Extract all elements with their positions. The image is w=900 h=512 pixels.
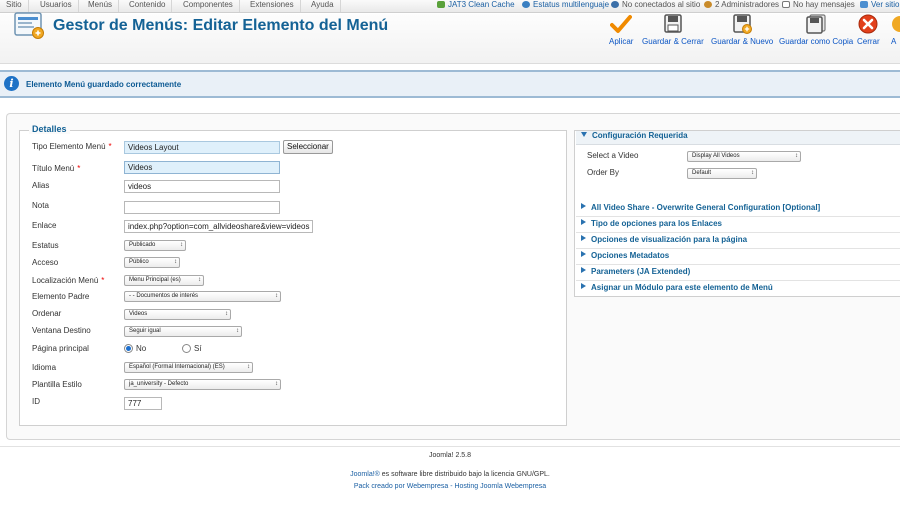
parent-label: Elemento Padre [32,292,90,301]
updown-arrows-icon: ↕ [751,170,754,176]
id-field: 777 [124,397,162,410]
template-label: Plantilla Estilo [32,380,82,389]
template-select[interactable]: ja_university - Defecto ↕ [124,379,281,390]
menu-location-select[interactable]: Menu Principal (es) ↕ [124,275,204,286]
expand-arrow-icon [581,251,586,257]
pane-allvideoshare-config[interactable]: All Video Share - Overwrite General Configuration [Optional] [576,203,900,217]
language-select[interactable]: Español (Formal Internacional) (ES) ↕ [124,362,253,373]
menu-location-label: Localización Menú * [32,276,105,285]
admin-menubar [0,0,900,13]
alias-label: Alias [32,181,50,190]
updown-arrows-icon: ↕ [275,381,278,387]
required-marker: * [77,164,81,173]
system-message [0,70,900,98]
home-yes-label: Sí [194,344,202,353]
required-marker: * [101,276,105,285]
info-icon: i [4,76,19,91]
footer [0,446,900,512]
link-label: Enlace [32,221,57,230]
home-label: Página principal [32,344,89,353]
save-new-icon [731,14,753,34]
expand-arrow-icon [581,267,586,273]
menu-ayuda[interactable]: Ayuda [305,0,341,12]
footer-license: Joomla!® es software libre distribuido bajo la licencia GNU/GPL. [350,471,550,478]
link-input[interactable]: index.php?option=com_allvideoshare&view=videos [124,220,313,233]
updown-arrows-icon: ↕ [795,153,798,159]
menu-extensiones[interactable]: Extensiones [244,0,301,12]
updown-arrows-icon: ↕ [225,311,228,317]
access-label: Acceso [32,258,59,267]
menu-manager-icon [14,12,44,39]
save-copy-button[interactable]: Guardar como Copia [779,14,853,46]
note-label: Nota [32,201,49,210]
language-label: Idioma [32,363,57,372]
access-select[interactable]: Público ↕ [124,257,180,268]
expand-arrow-icon [581,203,586,209]
menu-componentes[interactable]: Componentes [177,0,240,12]
id-label: ID [32,397,40,406]
menu-sitio[interactable]: Sitio [0,0,29,12]
pane-link-options[interactable]: Tipo de opciones para los Enlaces [576,219,900,233]
updown-arrows-icon: ↕ [198,277,201,283]
select-video-select[interactable]: Display All Videos ↕ [687,151,801,162]
select-video-label: Select a Video [587,151,639,160]
users-icon [611,1,619,8]
messages-status[interactable]: No hay mensajes [782,0,855,12]
view-site-link[interactable]: Ver sitio [860,0,899,12]
updown-arrows-icon: ↕ [236,328,239,334]
pane-module-assignment[interactable]: Asignar un Módulo para este elemento de Menú [576,283,900,297]
title-input[interactable]: Videos [124,161,280,174]
status-label: Estatus [32,241,59,250]
multilanguage-status-link[interactable]: Estatus multilenguaje [522,0,609,12]
updown-arrows-icon: ↕ [180,242,183,248]
order-by-select[interactable]: Default ↕ [687,168,757,179]
expand-arrow-icon [581,219,586,225]
menu-menus[interactable]: Menús [82,0,119,12]
cache-icon [437,1,445,8]
footer-credit-link[interactable]: Pack creado por Webempresa - Hosting Joomla Webempresa [353,483,547,490]
close-icon [857,14,879,34]
pane-page-display[interactable]: Opciones de visualización para la página [576,235,900,249]
order-label: Ordenar [32,309,62,318]
help-icon [891,14,900,34]
save-new-button[interactable]: Guardar & Nuevo [711,14,773,46]
admin-icon [704,1,712,8]
jat3-clean-cache-link[interactable]: JAT3 Clean Cache [437,0,515,12]
home-no-radio[interactable] [124,344,133,353]
save-close-icon [662,14,684,34]
page-title: Gestor de Menús: Editar Elemento del Menú [53,17,389,34]
menu-contenido[interactable]: Contenido [123,0,172,12]
pane-metadata[interactable]: Opciones Metadatos [576,251,900,265]
expand-arrow-icon [581,283,586,289]
close-button[interactable]: Cerrar [857,14,880,46]
order-select[interactable]: Videos ↕ [124,309,231,320]
envelope-icon [782,1,790,8]
home-no-label: No [136,344,147,353]
home-yes-radio[interactable] [182,344,191,353]
expand-arrow-icon [581,235,586,241]
updown-arrows-icon: ↕ [174,259,177,265]
parent-select[interactable]: - - Documentos de interés ↕ [124,291,281,302]
help-button[interactable]: A [891,14,900,46]
required-marker: * [108,142,112,151]
save-copy-icon [805,14,827,34]
select-type-button[interactable]: Seleccionar [283,140,333,154]
globe-icon [522,1,530,8]
save-close-button[interactable]: Guardar & Cerrar [642,14,704,46]
site-users-status: No conectados al sitio [611,0,700,12]
message-text: Elemento Menú guardado correctamente [26,80,182,89]
updown-arrows-icon: ↕ [247,364,250,370]
order-by-label: Order By [587,168,620,177]
type-field: Videos Layout [124,141,280,154]
alias-input[interactable]: videos [124,180,280,193]
status-select[interactable]: Publicado ↕ [124,240,186,251]
admins-status: 2 Administradores [704,0,779,12]
pane-ja-extended[interactable]: Parameters (JA Extended) [576,267,900,281]
required-config-header[interactable]: Configuración Requerida [576,131,900,145]
details-legend: Detalles [29,124,70,134]
updown-arrows-icon: ↕ [275,293,278,299]
title-label: Título Menú * [32,164,81,173]
joomla-link[interactable]: Joomla!® [350,471,380,478]
menu-usuarios[interactable]: Usuarios [34,0,79,12]
target-select[interactable]: Seguir igual ↕ [124,326,242,337]
monitor-icon [860,1,868,8]
collapse-arrow-icon [581,132,587,137]
target-label: Ventana Destino [32,326,91,335]
type-label: Tipo Elemento Menú * [32,142,112,151]
apply-button[interactable]: Aplicar [609,14,633,46]
note-input[interactable] [124,201,280,214]
checkmark-icon [610,14,632,34]
footer-version: Joomla! 2.5.8 [428,452,472,459]
